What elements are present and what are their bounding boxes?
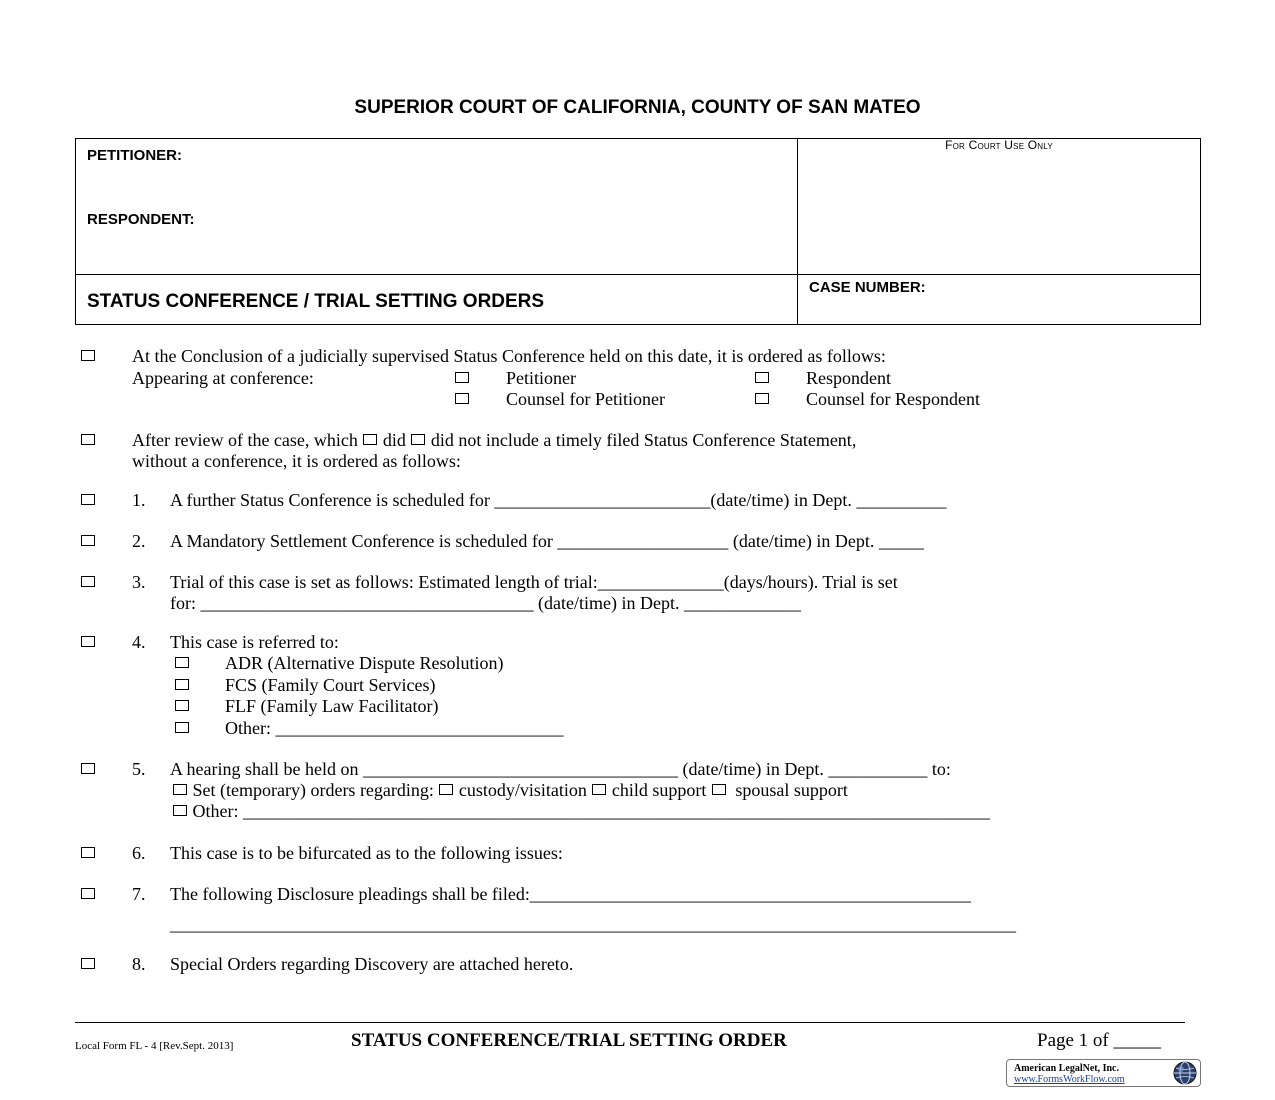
counsel-petitioner-checkbox[interactable] [455, 393, 469, 404]
item-8-number: 8. [132, 954, 146, 974]
item-2-number: 2. [132, 531, 146, 551]
did-checkbox[interactable] [363, 434, 377, 445]
item-4-checkbox[interactable] [81, 636, 95, 647]
vendor-badge[interactable] [1006, 1059, 1201, 1087]
review-line-1 [132, 430, 856, 450]
item-3-text-line-2: for: _____________________________________ (date/time) in Dept. _____________ [170, 593, 801, 613]
court-use-label: For Court Use Only [945, 138, 1053, 152]
item-1-text: A further Status Conference is scheduled for ________________________(date/time) in Dept. __________ [170, 490, 947, 510]
flf-checkbox[interactable] [175, 700, 189, 711]
item-1-checkbox[interactable] [81, 494, 95, 505]
item-6-text: This case is to be bifurcated as to the following issues: [170, 843, 563, 863]
footer-title: STATUS CONFERENCE/TRIAL SETTING ORDER [351, 1030, 787, 1051]
item-7-text: The following Disclosure pleadings shall be filed:_________________________________________________ [170, 884, 971, 904]
review-line-2: without a conference, it is ordered as follows: [132, 451, 461, 471]
adr-option: ADR (Alternative Dispute Resolution) [225, 653, 504, 673]
referral-other-checkbox[interactable] [175, 722, 189, 733]
set-orders-label: Set (temporary) orders regarding: [192, 780, 434, 800]
review-did: did [382, 430, 406, 450]
appearing-label: Appearing at conference: [132, 368, 314, 388]
item-7-checkbox[interactable] [81, 888, 95, 899]
item-4-text: This case is referred to: [170, 632, 339, 652]
item-3-checkbox[interactable] [81, 576, 95, 587]
referral-other-option: Other: ________________________________ [225, 718, 564, 738]
respondent-label: RESPONDENT: [87, 211, 195, 228]
case-number-label: CASE NUMBER: [809, 279, 926, 296]
flf-option: FLF (Family Law Facilitator) [225, 696, 439, 716]
caption-box-divider-vertical [797, 138, 798, 325]
child-support-checkbox[interactable] [592, 784, 606, 795]
hearing-other-label: Other: ___________________________________________________________________________________ [192, 801, 990, 821]
review-checkbox[interactable] [81, 434, 95, 445]
custody-label: custody/visitation [458, 780, 587, 800]
counsel-petitioner-option: Counsel for Petitioner [506, 389, 665, 409]
item-8-text: Special Orders regarding Discovery are attached hereto. [170, 954, 574, 974]
footer-rule [75, 1022, 1185, 1023]
form-title: STATUS CONFERENCE / TRIAL SETTING ORDERS [87, 291, 545, 312]
custody-checkbox[interactable] [439, 784, 453, 795]
caption-box-bottom [75, 324, 1201, 325]
caption-box-divider-horizontal [75, 274, 1201, 275]
child-support-label: child support [611, 780, 707, 800]
review-text-part1: After review of the case, which [132, 430, 358, 450]
footer-form-id: Local Form FL - 4 [Rev.Sept. 2013] [75, 1040, 234, 1052]
petitioner-label: PETITIONER: [87, 147, 183, 164]
item-5-text: A hearing shall be held on ___________________________________ (date/time) in Dept. ___________ to: [170, 759, 951, 779]
footer-page: Page 1 of _____ [1037, 1030, 1162, 1051]
fcs-option: FCS (Family Court Services) [225, 675, 436, 695]
item-5-number: 5. [132, 759, 146, 779]
respondent-checkbox[interactable] [755, 372, 769, 383]
set-orders-checkbox[interactable] [173, 784, 187, 795]
item-4-number: 4. [132, 632, 146, 652]
item-7-text-line-2: ______________________________________________________________________________________________ [170, 914, 1016, 934]
item-6-checkbox[interactable] [81, 847, 95, 858]
item-3-text: Trial of this case is set as follows: Estimated length of trial:______________(days/hours). Trial is set [170, 572, 898, 592]
vendor-url[interactable]: www.FormsWorkFlow.com [1014, 1074, 1125, 1085]
counsel-respondent-option: Counsel for Respondent [806, 389, 980, 409]
item-3-number: 3. [132, 572, 146, 592]
item-5-checkbox[interactable] [81, 763, 95, 774]
item-8-checkbox[interactable] [81, 958, 95, 969]
fcs-checkbox[interactable] [175, 679, 189, 690]
adr-checkbox[interactable] [175, 657, 189, 668]
did-not-checkbox[interactable] [411, 434, 425, 445]
item-2-text: A Mandatory Settlement Conference is scheduled for ___________________ (date/time) in Dept. _____ [170, 531, 924, 551]
counsel-respondent-checkbox[interactable] [755, 393, 769, 404]
conclusion-checkbox[interactable] [81, 350, 95, 361]
respondent-option: Respondent [806, 368, 891, 388]
globe-icon [1173, 1061, 1197, 1085]
petitioner-option: Petitioner [506, 368, 576, 388]
item-5-other-line [172, 801, 990, 821]
review-text-part2: did not include a timely filed Status Conference Statement, [430, 430, 857, 450]
item-2-checkbox[interactable] [81, 535, 95, 546]
hearing-other-checkbox[interactable] [173, 805, 187, 816]
item-7-number: 7. [132, 884, 146, 904]
caption-box-left [75, 138, 76, 325]
item-1-number: 1. [132, 490, 146, 510]
conclusion-text: At the Conclusion of a judicially supervised Status Conference held on this date, it is ordered as follows: [132, 346, 886, 366]
caption-box-right [1200, 138, 1201, 325]
spousal-support-checkbox[interactable] [712, 784, 726, 795]
vendor-name: American LegalNet, Inc. [1014, 1063, 1119, 1074]
court-title: SUPERIOR COURT OF CALIFORNIA, COUNTY OF SAN MATEO [354, 97, 921, 118]
item-5-orders-line [172, 780, 848, 800]
spousal-support-label: spousal support [735, 780, 848, 800]
petitioner-checkbox[interactable] [455, 372, 469, 383]
item-6-number: 6. [132, 843, 146, 863]
